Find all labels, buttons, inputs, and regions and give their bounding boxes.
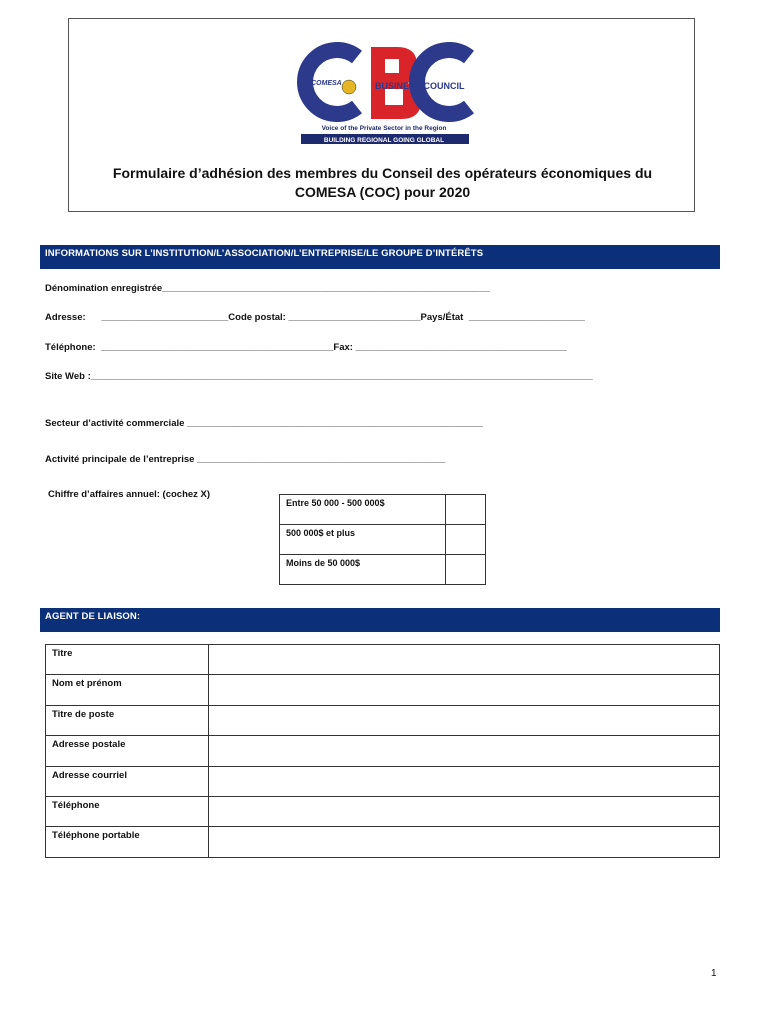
agent-field-input[interactable] [209, 675, 720, 705]
agent-field-input[interactable] [209, 827, 720, 857]
agent-field-label: Titre [46, 645, 209, 675]
title-line-1: Formulaire d’adhésion des membres du Conseil des opérateurs économiques du [112, 165, 653, 181]
phone-fax-line[interactable]: Téléphone: ____________________________________________Fax: ________________________________________ [45, 342, 567, 353]
page-number: 1 [711, 968, 717, 979]
sector-field[interactable]: Secteur d’activité commerciale ________________________________________________________ [45, 418, 483, 429]
agent-field-label: Adresse postale [46, 736, 209, 766]
website-field[interactable]: Site Web :_______________________________________________________________________________________________ [45, 371, 593, 382]
agent-field-input[interactable] [209, 736, 720, 766]
table-row [46, 796, 720, 826]
logo-slogan: BUILDING REGIONAL GOING GLOBAL [323, 137, 445, 144]
table-row [46, 827, 720, 857]
agent-field-label: Nom et prénom [46, 675, 209, 705]
logo-tagline: Voice of the Private Sector in the Region [321, 125, 447, 132]
revenue-option-label: 500 000$ et plus [280, 525, 446, 555]
revenue-option-label: Entre 50 000 - 500 000$ [280, 495, 446, 525]
table-row [46, 766, 720, 796]
revenue-label: Chiffre d’affaires annuel: (cochez X) [48, 489, 211, 500]
section-heading-institution: INFORMATIONS SUR L’INSTITUTION/L’ASSOCIATION/L’ENTREPRISE/LE GROUPE D’INTÉRÊTS [40, 245, 720, 269]
revenue-row [280, 555, 486, 585]
revenue-row [280, 525, 486, 555]
cbc-logo [289, 27, 479, 155]
agent-field-input[interactable] [209, 796, 720, 826]
agent-field-input[interactable] [209, 705, 720, 735]
revenue-option-label: Moins de 50 000$ [280, 555, 446, 585]
denomination-field[interactable]: Dénomination enregistrée______________________________________________________________ [45, 283, 490, 294]
table-row [46, 675, 720, 705]
agent-table [45, 644, 720, 858]
header-box [68, 18, 695, 212]
title-line-2: COMESA (COC) pour 2020 [294, 184, 471, 200]
logo-brand-name: BUSINESS COUNCIL [375, 81, 465, 91]
agent-field-label: Titre de poste [46, 705, 209, 735]
logo-brand-small: COMESA [311, 80, 342, 87]
revenue-checkbox[interactable] [446, 525, 486, 555]
agent-field-input[interactable] [209, 645, 720, 675]
table-row [46, 705, 720, 735]
agent-field-label: Téléphone [46, 796, 209, 826]
revenue-table [279, 494, 486, 585]
form-title [69, 164, 696, 202]
agent-field-label: Téléphone portable [46, 827, 209, 857]
revenue-checkbox[interactable] [446, 495, 486, 525]
agent-field-input[interactable] [209, 766, 720, 796]
section-heading-agent: AGENT DE LIAISON: [40, 608, 720, 632]
table-row [46, 645, 720, 675]
agent-field-label: Adresse courriel [46, 766, 209, 796]
address-line[interactable]: Adresse: ________________________Code postal: _________________________Pays/État ______________________ [45, 312, 585, 323]
table-row [46, 736, 720, 766]
revenue-row [280, 495, 486, 525]
revenue-checkbox[interactable] [446, 555, 486, 585]
main-activity-field[interactable]: Activité principale de l’entreprise _______________________________________________ [45, 454, 446, 465]
